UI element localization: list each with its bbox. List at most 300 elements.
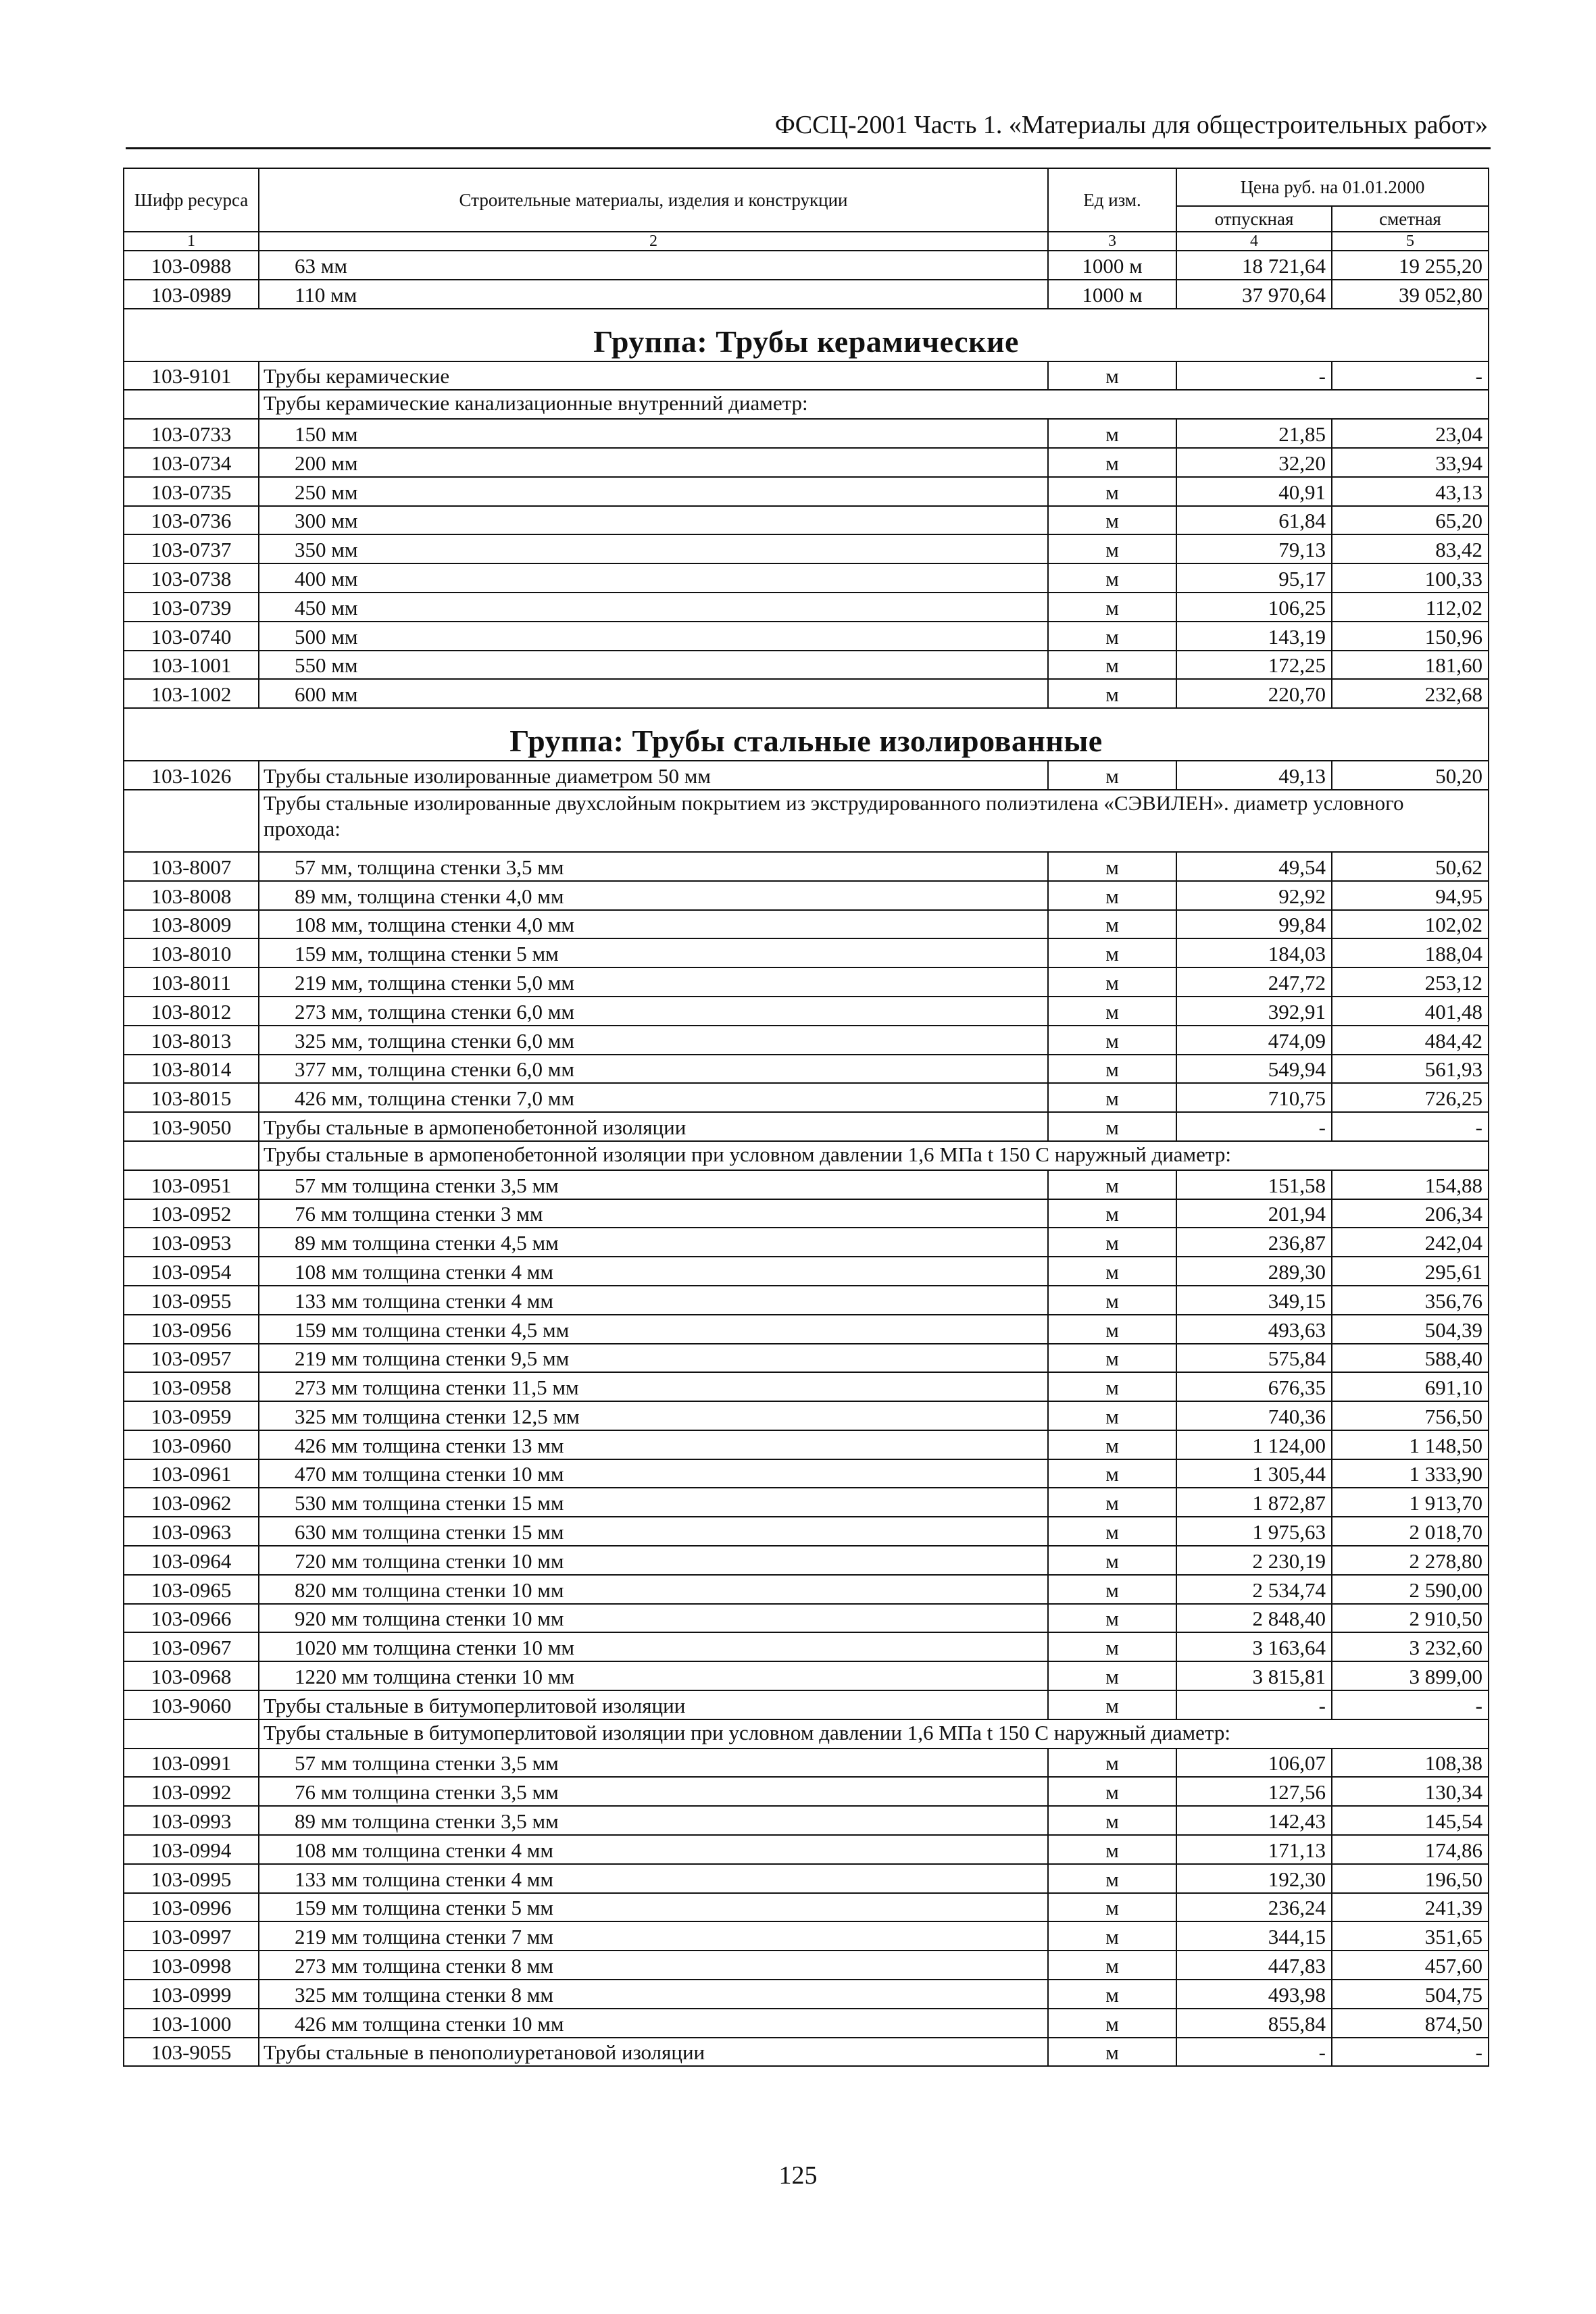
price-release: 474,09 [1176,1026,1332,1055]
table-row [124,361,1489,391]
unit-cell: м [1048,910,1176,939]
material-name: 219 мм, толщина стенки 5,0 мм [259,967,1048,997]
price-release: - [1176,2038,1332,2067]
price-estimate: 504,75 [1332,1980,1489,2009]
material-name: 76 мм толщина стенки 3,5 мм [259,1777,1048,1806]
price-release: 18 721,64 [1176,251,1332,280]
price-release: 79,13 [1176,534,1332,563]
resource-code: 103-0951 [124,1170,259,1199]
unit-cell: м [1048,1893,1176,1922]
note-text: Трубы стальные изолированные двухслойным покрытием из экструдированного полиэтилена «СЭВИЛЕН». диаметр условного прохода: [259,790,1489,852]
price-estimate: 356,76 [1332,1286,1489,1315]
resource-code: 103-1026 [124,761,259,790]
unit-cell: м [1048,1835,1176,1864]
price-release: 289,30 [1176,1257,1332,1286]
table-row [124,563,1489,593]
page-number: 125 [778,2161,818,2190]
resource-code: 103-8007 [124,852,259,881]
resource-code: 103-0958 [124,1372,259,1401]
price-release: 247,72 [1176,967,1332,997]
price-estimate: 43,13 [1332,477,1489,506]
unit-cell: м [1048,1980,1176,2009]
resource-code: 103-0737 [124,534,259,563]
resource-code: 103-9055 [124,2038,259,2067]
table-header-row [124,168,1489,206]
unit-cell: м [1048,1604,1176,1633]
unit-cell: м [1048,1661,1176,1690]
material-name: Трубы керамические [259,361,1048,391]
table-row [124,1690,1489,1719]
price-release: 1 872,87 [1176,1488,1332,1517]
price-estimate: 50,20 [1332,761,1489,790]
price-estimate: 181,60 [1332,651,1489,680]
table-row [124,1228,1489,1257]
resource-code: 103-9101 [124,361,259,391]
index-cell: 2 [259,232,1048,251]
unit-cell: м [1048,1083,1176,1112]
price-release: - [1176,1112,1332,1141]
price-release: 1 305,44 [1176,1459,1332,1488]
price-estimate: 39 052,80 [1332,280,1489,309]
material-name: 1220 мм толщина стенки 10 мм [259,1661,1048,1690]
price-release: 2 230,19 [1176,1546,1332,1575]
unit-cell: м [1048,477,1176,506]
resource-code: 103-0954 [124,1257,259,1286]
note-text: Трубы стальные в битумоперлитовой изоляции при условном давлении 1,6 МПа t 150 С наружный диаметр: [259,1719,1489,1749]
price-estimate: 1 913,70 [1332,1488,1489,1517]
table-row [124,1430,1489,1459]
price-estimate: 504,39 [1332,1315,1489,1344]
resource-code: 103-0956 [124,1315,259,1344]
table-row [124,1286,1489,1315]
price-estimate: 3 899,00 [1332,1661,1489,1690]
table-row [124,477,1489,506]
unit-cell: 1000 м [1048,251,1176,280]
index-cell: 4 [1176,232,1332,251]
price-release: 2 848,40 [1176,1604,1332,1633]
note-row [124,1141,1489,1170]
material-name: 1020 мм толщина стенки 10 мм [259,1632,1048,1661]
note-text: Трубы стальные в армопенобетонной изоляции при условном давлении 1,6 МПа t 150 С наружный диаметр: [259,1141,1489,1170]
unit-cell: м [1048,761,1176,790]
table-row [124,881,1489,910]
resource-code: 103-0739 [124,593,259,622]
resource-code: 103-0966 [124,1604,259,1633]
price-release: 171,13 [1176,1835,1332,1864]
unit-cell: м [1048,622,1176,651]
price-release: 220,70 [1176,679,1332,708]
price-release: 392,91 [1176,997,1332,1026]
unit-cell: м [1048,1199,1176,1228]
resource-code: 103-0961 [124,1459,259,1488]
price-release: 37 970,64 [1176,280,1332,309]
material-name: 57 мм толщина стенки 3,5 мм [259,1170,1048,1199]
price-release: 676,35 [1176,1372,1332,1401]
table-row [124,2009,1489,2038]
note-row [124,1719,1489,1749]
price-release: 142,43 [1176,1806,1332,1835]
material-name: 273 мм толщина стенки 8 мм [259,1951,1048,1980]
table-row [124,761,1489,790]
table-row [124,1806,1489,1835]
group-heading-row [124,708,1489,761]
material-name: 550 мм [259,651,1048,680]
material-name: 426 мм толщина стенки 13 мм [259,1430,1048,1459]
price-estimate: 196,50 [1332,1864,1489,1893]
table-row [124,419,1489,448]
material-name: 133 мм толщина стенки 4 мм [259,1286,1048,1315]
unit-cell: м [1048,1864,1176,1893]
price-estimate: 2 278,80 [1332,1546,1489,1575]
price-release: 2 534,74 [1176,1575,1332,1604]
resource-code: 103-0740 [124,622,259,651]
resource-code: 103-8008 [124,881,259,910]
table-row [124,910,1489,939]
unit-cell: м [1048,1749,1176,1778]
resource-code: 103-8012 [124,997,259,1026]
table-row [124,651,1489,680]
resource-code: 103-0960 [124,1430,259,1459]
price-release: 151,58 [1176,1170,1332,1199]
price-estimate: 2 590,00 [1332,1575,1489,1604]
price-release: 549,94 [1176,1055,1332,1084]
index-cell: 1 [124,232,259,251]
group-heading-row [124,309,1489,361]
price-release: 1 975,63 [1176,1517,1332,1546]
unit-cell: м [1048,881,1176,910]
price-release: 32,20 [1176,448,1332,477]
material-name: 57 мм толщина стенки 3,5 мм [259,1749,1048,1778]
material-name: 108 мм, толщина стенки 4,0 мм [259,910,1048,939]
price-estimate: 108,38 [1332,1749,1489,1778]
unit-cell: м [1048,967,1176,997]
unit-cell: м [1048,419,1176,448]
price-release: 3 815,81 [1176,1661,1332,1690]
resource-code: 103-9050 [124,1112,259,1141]
price-release: 106,25 [1176,593,1332,622]
material-name: 720 мм толщина стенки 10 мм [259,1546,1048,1575]
material-name: 350 мм [259,534,1048,563]
resource-code: 103-0995 [124,1864,259,1893]
resource-code: 103-0957 [124,1344,259,1373]
header-unit: Ед изм. [1048,168,1176,232]
unit-cell: м [1048,1777,1176,1806]
table-row [124,1488,1489,1517]
price-estimate: 756,50 [1332,1401,1489,1430]
unit-cell: 1000 м [1048,280,1176,309]
resource-code: 103-0989 [124,280,259,309]
table-row [124,1604,1489,1633]
table-row [124,1921,1489,1951]
note-row [124,790,1489,852]
resource-code: 103-1001 [124,651,259,680]
price-release: 740,36 [1176,1401,1332,1430]
material-name: 273 мм толщина стенки 11,5 мм [259,1372,1048,1401]
resource-code: 103-0733 [124,419,259,448]
price-estimate: 83,42 [1332,534,1489,563]
price-release: 99,84 [1176,910,1332,939]
unit-cell: м [1048,679,1176,708]
table-row [124,1459,1489,1488]
unit-cell: м [1048,1488,1176,1517]
header-price-estimate: сметная [1332,206,1489,232]
table-row [124,1026,1489,1055]
material-name: 450 мм [259,593,1048,622]
price-release: 575,84 [1176,1344,1332,1373]
resource-code: 103-0997 [124,1921,259,1951]
price-estimate: 174,86 [1332,1835,1489,1864]
resource-code: 103-0735 [124,477,259,506]
material-name: 630 мм толщина стенки 15 мм [259,1517,1048,1546]
table-row [124,251,1489,280]
material-name: 920 мм толщина стенки 10 мм [259,1604,1048,1633]
table-row [124,1055,1489,1084]
material-name: 159 мм толщина стенки 4,5 мм [259,1315,1048,1344]
price-estimate: 65,20 [1332,506,1489,535]
price-estimate: 50,62 [1332,852,1489,881]
material-name: 500 мм [259,622,1048,651]
table-row [124,997,1489,1026]
unit-cell: м [1048,1690,1176,1719]
material-name: 426 мм толщина стенки 10 мм [259,2009,1048,2038]
table-row [124,1893,1489,1922]
header-price-group: Цена руб. на 01.01.2000 [1176,168,1489,206]
price-estimate: 457,60 [1332,1951,1489,1980]
table-row [124,938,1489,967]
material-name: 133 мм толщина стенки 4 мм [259,1864,1048,1893]
unit-cell: м [1048,997,1176,1026]
group-heading: Группа: Трубы стальные изолированные [124,708,1489,761]
unit-cell: м [1048,1055,1176,1084]
price-estimate: 588,40 [1332,1344,1489,1373]
price-estimate: 154,88 [1332,1170,1489,1199]
material-name: 150 мм [259,419,1048,448]
resource-code: 103-0962 [124,1488,259,1517]
material-name: 325 мм толщина стенки 12,5 мм [259,1401,1048,1430]
material-name: 108 мм толщина стенки 4 мм [259,1835,1048,1864]
material-name: 200 мм [259,448,1048,477]
price-release: 349,15 [1176,1286,1332,1315]
price-release: 1 124,00 [1176,1430,1332,1459]
table-row [124,2038,1489,2067]
material-name: 89 мм толщина стенки 3,5 мм [259,1806,1048,1835]
unit-cell: м [1048,651,1176,680]
price-estimate: 351,65 [1332,1921,1489,1951]
price-estimate: - [1332,2038,1489,2067]
price-release: 21,85 [1176,419,1332,448]
material-name: 325 мм толщина стенки 8 мм [259,1980,1048,2009]
unit-cell: м [1048,563,1176,593]
unit-cell: м [1048,1575,1176,1604]
table-row [124,1170,1489,1199]
price-release: 61,84 [1176,506,1332,535]
resource-code: 103-8015 [124,1083,259,1112]
price-estimate: 3 232,60 [1332,1632,1489,1661]
resource-code: 103-0955 [124,1286,259,1315]
unit-cell: м [1048,534,1176,563]
material-name: 57 мм, толщина стенки 3,5 мм [259,852,1048,881]
price-estimate: 295,61 [1332,1257,1489,1286]
material-name: 219 мм толщина стенки 7 мм [259,1921,1048,1951]
resource-code: 103-0959 [124,1401,259,1430]
resource-code: 103-8011 [124,967,259,997]
price-release: 172,25 [1176,651,1332,680]
table-row [124,280,1489,309]
price-estimate: 150,96 [1332,622,1489,651]
table-row [124,1951,1489,1980]
unit-cell: м [1048,1517,1176,1546]
price-estimate: 188,04 [1332,938,1489,967]
price-estimate: 23,04 [1332,419,1489,448]
price-estimate: 726,25 [1332,1083,1489,1112]
price-release: 344,15 [1176,1921,1332,1951]
unit-cell: м [1048,1315,1176,1344]
resource-code: 103-0965 [124,1575,259,1604]
price-table [123,168,1489,2067]
unit-cell: м [1048,506,1176,535]
unit-cell: м [1048,1228,1176,1257]
price-release: 95,17 [1176,563,1332,593]
table-row [124,1199,1489,1228]
material-name: Трубы стальные в пенополиуретановой изоляции [259,2038,1048,2067]
table-row [124,1632,1489,1661]
unit-cell: м [1048,1546,1176,1575]
unit-cell: м [1048,1806,1176,1835]
price-estimate: 145,54 [1332,1806,1489,1835]
index-cell: 5 [1332,232,1489,251]
material-name: 300 мм [259,506,1048,535]
price-release: 143,19 [1176,622,1332,651]
resource-code: 103-8013 [124,1026,259,1055]
material-name: 426 мм, толщина стенки 7,0 мм [259,1083,1048,1112]
price-release: 49,13 [1176,761,1332,790]
price-estimate: 102,02 [1332,910,1489,939]
price-release: 710,75 [1176,1083,1332,1112]
header-price-release: отпускная [1176,206,1332,232]
group-heading: Группа: Трубы керамические [124,309,1489,361]
price-estimate: 1 148,50 [1332,1430,1489,1459]
material-name: 400 мм [259,563,1048,593]
unit-cell: м [1048,1344,1176,1373]
table-row [124,1835,1489,1864]
resource-code: 103-1000 [124,2009,259,2038]
price-estimate: 241,39 [1332,1893,1489,1922]
table-row [124,852,1489,881]
resource-code: 103-8014 [124,1055,259,1084]
price-estimate: 112,02 [1332,593,1489,622]
resource-code: 103-0736 [124,506,259,535]
resource-code: 103-0996 [124,1893,259,1922]
material-name: 530 мм толщина стенки 15 мм [259,1488,1048,1517]
resource-code: 103-0998 [124,1951,259,1980]
material-name: 600 мм [259,679,1048,708]
price-release: 184,03 [1176,938,1332,967]
table-row [124,967,1489,997]
table-row [124,1372,1489,1401]
price-release: - [1176,361,1332,391]
unit-cell: м [1048,1459,1176,1488]
unit-cell: м [1048,1430,1176,1459]
resource-code: 103-0952 [124,1199,259,1228]
table-row [124,1517,1489,1546]
running-head-text: ФССЦ-2001 Часть 1. «Материалы для общестроительных работ» [774,111,1488,139]
material-name: 219 мм толщина стенки 9,5 мм [259,1344,1048,1373]
unit-cell: м [1048,1401,1176,1430]
price-estimate: 253,12 [1332,967,1489,997]
unit-cell: м [1048,1286,1176,1315]
material-name: Трубы стальные в армопенобетонной изоляции [259,1112,1048,1141]
table-row [124,1401,1489,1430]
price-estimate: - [1332,1690,1489,1719]
table-row [124,506,1489,535]
price-release: 106,07 [1176,1749,1332,1778]
note-row [124,390,1489,419]
resource-code: 103-8009 [124,910,259,939]
price-estimate: 206,34 [1332,1199,1489,1228]
material-name: 325 мм, толщина стенки 6,0 мм [259,1026,1048,1055]
resource-code: 103-0953 [124,1228,259,1257]
table-row [124,1083,1489,1112]
price-estimate: 1 333,90 [1332,1459,1489,1488]
unit-cell: м [1048,1112,1176,1141]
resource-code: 103-0964 [124,1546,259,1575]
index-cell: 3 [1048,232,1176,251]
price-release: 192,30 [1176,1864,1332,1893]
table-row [124,1575,1489,1604]
note-text: Трубы керамические канализационные внутренний диаметр: [259,390,1489,419]
material-name: Трубы стальные в битумоперлитовой изоляции [259,1690,1048,1719]
resource-code: 103-0738 [124,563,259,593]
price-estimate: - [1332,1112,1489,1141]
material-name: 89 мм, толщина стенки 4,0 мм [259,881,1048,910]
table-row [124,534,1489,563]
header-name: Строительные материалы, изделия и конструкции [259,168,1048,232]
unit-cell: м [1048,1632,1176,1661]
price-estimate: 100,33 [1332,563,1489,593]
table-row [124,1777,1489,1806]
unit-cell: м [1048,1921,1176,1951]
unit-cell: м [1048,2038,1176,2067]
unit-cell: м [1048,361,1176,391]
resource-code: 103-8010 [124,938,259,967]
unit-cell: м [1048,852,1176,881]
table-row [124,1749,1489,1778]
price-estimate: 401,48 [1332,997,1489,1026]
price-release: 493,63 [1176,1315,1332,1344]
price-estimate: - [1332,361,1489,391]
material-name: 76 мм толщина стенки 3 мм [259,1199,1048,1228]
price-release: 855,84 [1176,2009,1332,2038]
material-name: 63 мм [259,251,1048,280]
price-estimate: 19 255,20 [1332,251,1489,280]
material-name: Трубы стальные изолированные диаметром 50 мм [259,761,1048,790]
price-estimate: 874,50 [1332,2009,1489,2038]
table-row [124,593,1489,622]
price-estimate: 242,04 [1332,1228,1489,1257]
price-release: 3 163,64 [1176,1632,1332,1661]
price-estimate: 130,34 [1332,1777,1489,1806]
resource-code: 103-0993 [124,1806,259,1835]
material-name: 820 мм толщина стенки 10 мм [259,1575,1048,1604]
price-release: 493,98 [1176,1980,1332,2009]
unit-cell: м [1048,448,1176,477]
price-release: 201,94 [1176,1199,1332,1228]
material-name: 377 мм, толщина стенки 6,0 мм [259,1055,1048,1084]
resource-code: 103-0734 [124,448,259,477]
resource-code: 103-0992 [124,1777,259,1806]
price-release: 236,24 [1176,1893,1332,1922]
price-release: 447,83 [1176,1951,1332,1980]
